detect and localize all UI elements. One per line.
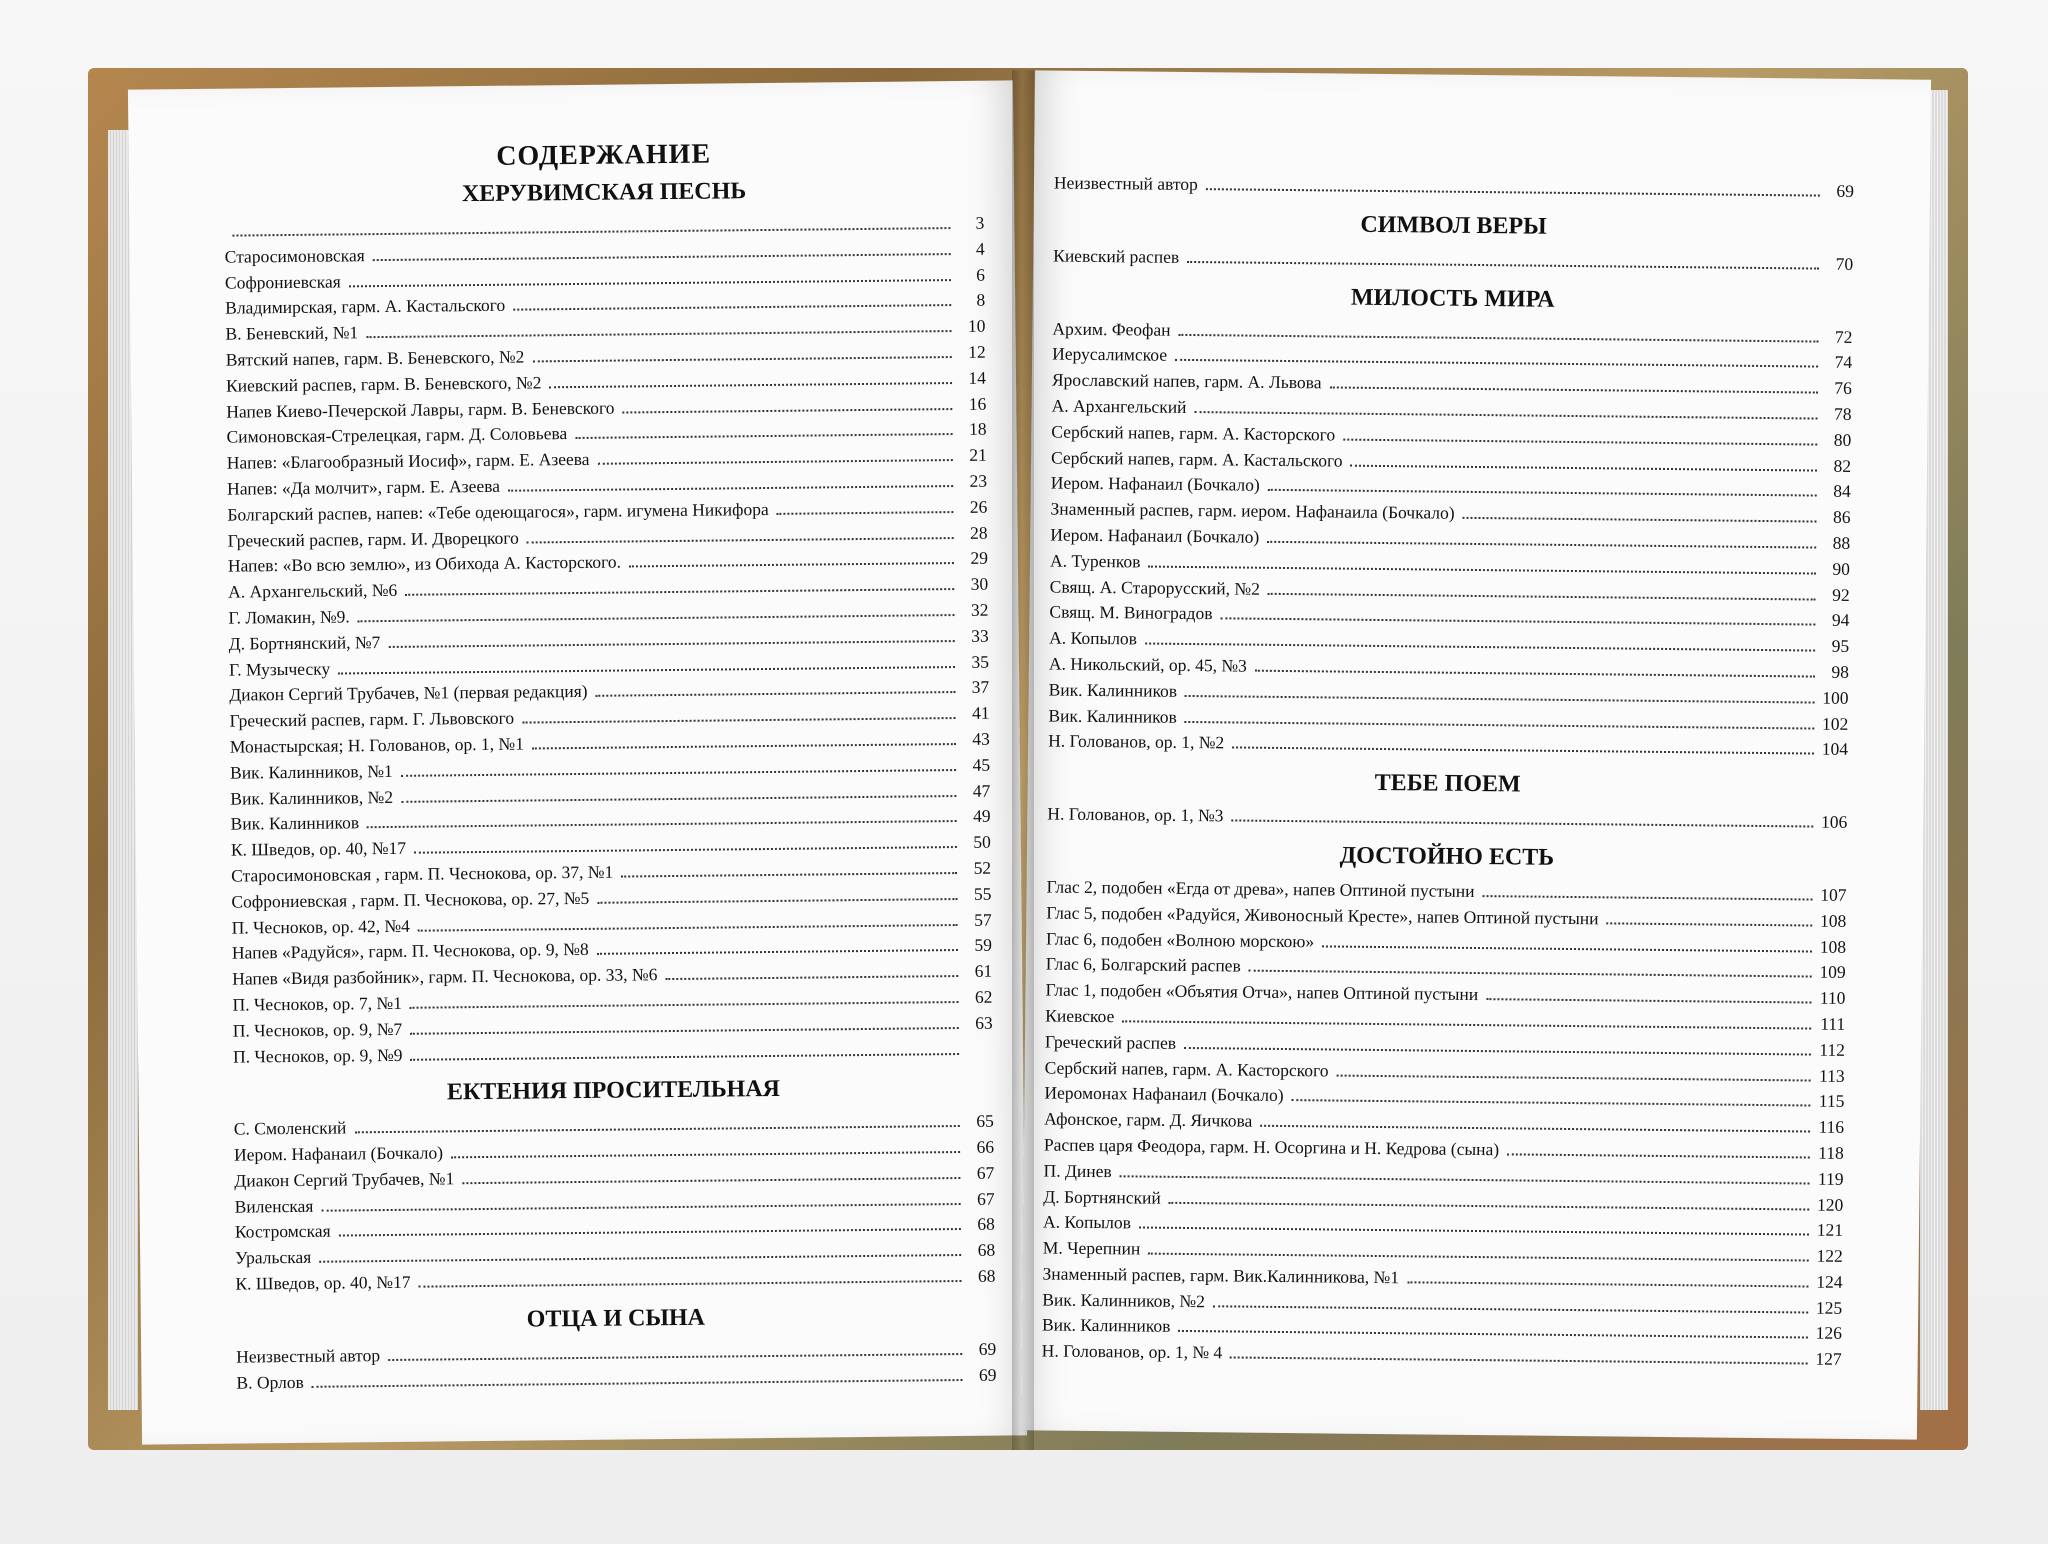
toc-entry-title: Н. Голованов, ор. 1, №2 — [1048, 730, 1225, 753]
dot-leader — [1350, 464, 1817, 471]
toc-page-number: 90 — [1832, 558, 1851, 579]
toc-section — [224, 176, 993, 1070]
dot-leader — [1231, 820, 1813, 828]
dot-leader — [549, 382, 952, 388]
toc-page-number: 57 — [974, 909, 992, 930]
dot-leader — [1206, 188, 1820, 196]
dot-leader — [410, 1001, 959, 1009]
dot-leader — [1463, 517, 1817, 523]
toc-entry-title: Киевское — [1045, 1005, 1115, 1027]
toc-entry-title: П. Чесноков, ор. 9, №7 — [232, 1018, 403, 1041]
toc-entry-title: Вик. Калинников — [1048, 705, 1177, 727]
toc-entry — [1053, 243, 1853, 277]
toc-page-number: 70 — [1835, 253, 1854, 274]
toc-page-number: 10 — [967, 315, 986, 337]
dot-leader — [411, 1053, 960, 1061]
dot-leader — [451, 1151, 960, 1158]
dot-leader — [1260, 1125, 1810, 1133]
toc-page-number: 18 — [968, 419, 987, 440]
dot-leader — [1255, 670, 1815, 678]
section-title: ТЕБЕ ПОЕМ — [1374, 770, 1521, 798]
toc-entry-title: Г. Ломакин, №9. — [228, 606, 350, 628]
dot-leader — [1187, 261, 1819, 270]
toc-entry-title: Монастырская; Н. Голованов, ор. 1, №1 — [229, 733, 524, 757]
dot-leader — [1175, 359, 1818, 368]
dot-leader — [1220, 618, 1815, 626]
toc-page-number: 74 — [1834, 352, 1853, 373]
toc-entry-title: Греческий распев, гарм. Г. Львовского — [229, 707, 515, 731]
section-title: ДОСТОЙНО ЕСТЬ — [1339, 842, 1555, 871]
dot-leader — [419, 1280, 962, 1288]
toc-page-number: 66 — [976, 1136, 995, 1157]
toc-entry-title: Напев: «Да молчит», гарм. Е. Азеева — [227, 475, 501, 499]
toc-entry-title: Глас 1, подобен «Объятия Отча», напев Оптиной пустыни — [1045, 979, 1479, 1005]
dot-leader — [1230, 1357, 1808, 1365]
toc-entry-title: Софрониевская , гарм. П. Чеснокова, ор. 27, №5 — [231, 887, 590, 912]
toc-page-number: 82 — [1833, 455, 1852, 476]
toc-page-number: 110 — [1819, 987, 1846, 1009]
toc-entry-title: С. Смоленский — [233, 1117, 347, 1139]
toc-entry-title: А. Копылов — [1049, 627, 1138, 649]
toc-entry-title: А. Архангельский, №6 — [228, 580, 398, 602]
toc-entry-title: Вятский напев, гарм. В. Беневского, №2 — [225, 346, 525, 370]
toc-entry-title: Напев «Радуйся», гарм. П. Чеснокова, ор. 9, №8 — [231, 939, 589, 963]
dot-leader — [1185, 720, 1815, 729]
toc-entry-title: Распев царя Феодора, гарм. Н. Осоргина и Н. Кедрова (сына) — [1043, 1134, 1500, 1160]
dot-leader — [777, 511, 954, 515]
toc-page-number: 127 — [1815, 1348, 1842, 1370]
section-title: МИЛОСТЬ МИРА — [1350, 284, 1555, 313]
toc-entry-title: Свящ. М. Виноградов — [1049, 601, 1213, 624]
toc-page-number: 21 — [969, 444, 987, 466]
toc-page-number: 65 — [976, 1110, 994, 1132]
toc-entry-title: Знаменный распев, гарм. иером. Нафанаила (Бочкало) — [1050, 498, 1455, 523]
toc-entry-title: Иеромонах Нафанаил (Бочкало) — [1044, 1082, 1284, 1106]
dot-leader — [1267, 541, 1816, 549]
toc-entry-title: Болгарский распев, напев: «Тебе одеющагося», гарм. игумена Никифора — [227, 498, 769, 525]
toc-entry-title: Свящ. А. Старорусский, №2 — [1049, 576, 1261, 599]
toc-page-number: 41 — [971, 702, 990, 724]
toc-page-number: 59 — [974, 934, 993, 956]
dot-leader — [527, 537, 954, 543]
dot-leader — [508, 485, 953, 492]
dot-leader — [1148, 1253, 1809, 1262]
toc-entry-title: Д. Бортнянский — [1043, 1185, 1161, 1208]
dot-leader — [1407, 1281, 1808, 1287]
toc-entry-title: Киевский распев — [1053, 245, 1180, 267]
toc-page-number: 104 — [1821, 738, 1849, 760]
toc-page-number: 26 — [969, 496, 988, 517]
dot-leader — [321, 1203, 960, 1212]
toc-page-number: 72 — [1834, 326, 1853, 347]
toc-entry-title: Иерусалимское — [1052, 343, 1168, 366]
dot-leader — [1249, 970, 1812, 978]
dot-leader — [418, 924, 958, 932]
toc-entry-title: Г. Музыческу — [228, 658, 331, 680]
dot-leader — [532, 743, 956, 749]
dot-leader — [1178, 1330, 1808, 1339]
toc-section — [1053, 208, 1854, 277]
toc-page-number: 112 — [1819, 1039, 1846, 1060]
dot-leader — [366, 330, 951, 338]
dot-leader — [1268, 489, 1817, 497]
toc-entry-title: Неизвестный автор — [236, 1344, 381, 1367]
toc-page-number: 109 — [1819, 961, 1846, 983]
toc-entry — [1047, 802, 1847, 836]
toc-page-number: 78 — [1833, 403, 1852, 424]
toc-entry-title: Киевский распев, гарм. В. Беневского, №2 — [225, 372, 542, 396]
toc-section — [1042, 839, 1847, 1372]
toc-page-number: 122 — [1816, 1245, 1843, 1266]
toc-entry-title: К. Шведов, ор. 40, №17 — [230, 837, 407, 860]
toc-page-number: 4 — [975, 238, 985, 259]
dot-leader — [401, 795, 956, 803]
toc-entry-title: Неизвестный автор — [1053, 172, 1198, 195]
toc-entry-title: Греческий распев, гарм. И. Дворецкого — [227, 527, 519, 551]
toc-entry-title: Сербский напев, гарм. А. Касторского — [1044, 1057, 1329, 1080]
toc-page-number: 23 — [969, 470, 988, 491]
toc-page-number: 92 — [1832, 584, 1850, 605]
toc-section — [1047, 767, 1848, 836]
dot-leader — [1232, 747, 1814, 755]
toc-entry-title: Уральская — [235, 1247, 312, 1268]
toc-entry-title: Сербский напев, гарм. А. Кастальского — [1050, 447, 1343, 471]
dot-leader — [1120, 1175, 1810, 1184]
dot-leader — [1122, 1020, 1811, 1029]
dot-leader — [354, 1125, 959, 1133]
dot-leader — [388, 1353, 962, 1361]
toc-page-number: 69 — [1836, 180, 1855, 201]
toc-page-number: 108 — [1819, 936, 1847, 957]
section-title: ХЕРУВИМСКАЯ ПЕСНЬ — [461, 178, 747, 208]
toc-entry-title: Симоновская-Стрелецкая, гарм. Д. Соловьева — [226, 423, 568, 448]
toc-page-number: 95 — [1831, 635, 1850, 657]
toc-entry-title: П. Динев — [1043, 1160, 1112, 1181]
toc-page-number: 45 — [972, 754, 991, 775]
dot-leader — [1185, 695, 1815, 704]
toc-page-number: 67 — [976, 1162, 995, 1183]
toc-page-number: 12 — [968, 341, 986, 362]
dot-leader — [1337, 1074, 1811, 1081]
toc-entry-title: Вик. Калинников — [1048, 679, 1178, 701]
toc-page-number: 125 — [1815, 1297, 1843, 1318]
toc-page-number: 8 — [976, 290, 986, 311]
toc-entry-title: Ярославский напев, гарм. А. Львова — [1051, 369, 1322, 393]
dot-leader — [1486, 998, 1811, 1003]
toc-entry-title: В. Беневский, №1 — [225, 322, 359, 344]
dot-leader — [1343, 438, 1817, 445]
toc-entry-title: Владимирская, гарм. А. Кастальского — [225, 295, 506, 319]
toc-entry-title: Иером. Нафанаил (Бочкало) — [1050, 524, 1260, 547]
toc-entry-title: Иером. Нафанаил (Бочкало) — [233, 1142, 444, 1165]
left-toc — [224, 176, 997, 1396]
dot-leader — [532, 356, 951, 362]
toc-page-number: 84 — [1833, 481, 1851, 502]
toc-entry-title: Глас 5, подобен «Радуйся, Живоносный Кресте», напев Оптиной пустыни — [1046, 902, 1599, 929]
toc-page-number: 102 — [1821, 713, 1849, 734]
toc-entry — [1054, 171, 1854, 205]
dot-leader — [596, 691, 956, 697]
section-title: ОТЦА И СЫНА — [526, 1304, 706, 1333]
toc-page-number: 47 — [972, 780, 991, 801]
right-page — [1021, 70, 1931, 1439]
toc-entry-title: Старосимоновская — [224, 244, 365, 267]
toc-page-number: 50 — [973, 831, 991, 852]
toc-page-number: 49 — [972, 806, 991, 827]
dot-leader — [414, 846, 957, 854]
dot-leader — [597, 898, 957, 904]
toc-entry-title: П. Чесноков, ор. 9, №9 — [232, 1044, 403, 1067]
toc-page-number: 63 — [975, 1012, 993, 1033]
toc-entry-title: Сербский напев, гарм. А. Касторского — [1051, 421, 1336, 445]
toc-page-number: 28 — [970, 522, 988, 543]
dot-leader — [1148, 565, 1816, 574]
toc-page-number: 108 — [1819, 910, 1847, 931]
toc-page-number: 32 — [970, 599, 989, 620]
dot-leader — [405, 588, 954, 596]
page-title: СОДЕРЖАНИЕ — [496, 138, 712, 172]
toc-entry-title: Напев «Видя разбойник», гарм. П. Чеснокова, ор. 33, №6 — [232, 964, 658, 989]
toc-section — [1048, 281, 1853, 763]
toc-page-number: 94 — [1831, 610, 1850, 631]
toc-page-number: 116 — [1818, 1116, 1845, 1137]
toc-entry-title: М. Черепнин — [1042, 1237, 1141, 1259]
dot-leader — [1292, 1099, 1811, 1106]
dot-leader — [623, 408, 953, 413]
toc-entry-title: Д. Бортнянский, №7 — [228, 631, 381, 654]
toc-page-number: 121 — [1816, 1219, 1844, 1241]
toc-entry-title: Диакон Сергий Трубачев, №1 — [234, 1168, 455, 1191]
toc-entry-title: К. Шведов, ор. 40, №17 — [235, 1271, 411, 1294]
dot-leader — [1169, 1201, 1810, 1210]
toc-entry-title: Виленская — [234, 1195, 314, 1217]
toc-page-number: 62 — [974, 986, 993, 1007]
dot-leader — [1322, 945, 1812, 952]
toc-entry-title: Н. Голованов, ор. 1, № 4 — [1041, 1340, 1223, 1363]
toc-entry-title: А. Архангельский — [1051, 395, 1187, 417]
toc-page-number: 69 — [978, 1338, 997, 1359]
toc-page-number: 80 — [1833, 429, 1852, 450]
toc-page-number: 69 — [978, 1364, 997, 1385]
dot-leader — [1179, 333, 1819, 342]
toc-entry-title: Костромская — [234, 1221, 331, 1243]
toc-page-number: 14 — [968, 367, 987, 388]
toc-page-number: 100 — [1822, 687, 1849, 708]
toc-page-number: 68 — [977, 1265, 996, 1286]
section-title: СИМВОЛ ВЕРЫ — [1360, 211, 1547, 240]
toc-entry-title: Вик. Калинников — [1041, 1314, 1171, 1337]
dot-leader — [1606, 922, 1812, 926]
toc-section — [236, 1302, 997, 1397]
dot-leader — [1194, 411, 1817, 420]
toc-entry-title: А. Копылов — [1042, 1211, 1132, 1233]
toc-entry-title: А. Никольский, ор. 45, №3 — [1048, 653, 1247, 676]
left-page — [128, 80, 1027, 1444]
toc-page-number: 120 — [1816, 1194, 1844, 1215]
toc-page-number: 55 — [973, 883, 992, 904]
toc-entry-title: Диакон Сергий Трубачев, №1 (первая редакция) — [229, 681, 588, 705]
dot-leader — [388, 640, 954, 648]
toc-page-number: 88 — [1832, 532, 1851, 553]
toc-page-number: 30 — [970, 573, 989, 595]
toc-entry-title: Вик. Калинников — [230, 812, 360, 834]
toc-page-number: 43 — [972, 728, 990, 749]
toc-entry-title: Вик. Калинников, №2 — [1042, 1289, 1206, 1311]
toc-entry-title: Архим. Феофан — [1052, 318, 1171, 340]
right-toc — [1042, 171, 1854, 1373]
toc-page-number: 98 — [1831, 661, 1849, 682]
dot-leader — [401, 769, 956, 777]
toc-entry-title: Афонское, гарм. Д. Яичкова — [1044, 1108, 1253, 1131]
right-page-content — [1041, 171, 1854, 1385]
toc-entry-title: Иером. Нафанаил (Бочкало) — [1050, 472, 1260, 496]
dot-leader — [349, 279, 951, 287]
dot-leader — [621, 872, 957, 878]
toc-page-number: 113 — [1818, 1065, 1845, 1086]
dot-leader — [1184, 1047, 1811, 1056]
toc-page-number: 119 — [1817, 1168, 1844, 1189]
toc-page-number: 76 — [1834, 377, 1852, 399]
toc-entry-title: П. Чесноков, ор. 42, №4 — [231, 915, 410, 938]
toc-entry-title: Знаменный распев, гарм. Вик.Калинникова, №1 — [1042, 1263, 1400, 1288]
toc-page-number: 52 — [973, 857, 992, 878]
dot-leader — [1145, 643, 1815, 652]
toc-page-number: 107 — [1820, 884, 1847, 905]
toc-entry-title: Глас 6, Болгарский распев — [1045, 953, 1241, 976]
toc-entry-title: Глас 6, подобен «Волною морскою» — [1045, 928, 1315, 951]
toc-page-number: 35 — [971, 651, 990, 672]
dot-leader — [410, 1027, 959, 1035]
toc-page-number: 37 — [971, 677, 990, 698]
dot-leader — [462, 1177, 960, 1184]
toc-page-number: 86 — [1832, 506, 1851, 528]
dot-leader — [319, 1254, 961, 1263]
toc-page-number: 33 — [971, 625, 989, 646]
section-title: ЕКТЕНИЯ ПРОСИТЕЛЬНАЯ — [446, 1076, 781, 1106]
left-page-content — [224, 136, 997, 1408]
toc-page-number: 118 — [1818, 1142, 1844, 1163]
toc-section — [233, 1074, 995, 1298]
toc-entry-title: А. Туренков — [1049, 550, 1141, 572]
toc-entry-title: Напев: «Благообразный Иосиф», гарм. Е. Азеева — [226, 449, 590, 473]
toc-entry-title: Напев: «Во всю землю», из Обихода А. Касторского. — [227, 551, 622, 577]
dot-leader — [513, 304, 951, 311]
toc-page-number: 16 — [968, 393, 987, 414]
toc-page-number: 124 — [1816, 1271, 1843, 1292]
dot-leader — [597, 949, 958, 955]
toc-entry-title: Вик. Калинников, №2 — [230, 786, 394, 809]
toc-page-number: 6 — [976, 264, 986, 285]
dot-leader — [1139, 1227, 1809, 1236]
toc-section — [1054, 171, 1854, 205]
toc-page-number: 126 — [1815, 1323, 1843, 1344]
toc-page-number: 106 — [1820, 811, 1848, 833]
dot-leader — [1507, 1153, 1810, 1158]
toc-entry-title: Напев Киево-Печерской Лавры, гарм. В. Беневского — [226, 397, 615, 422]
dot-leader — [598, 459, 953, 465]
toc-entry-title: Греческий распев — [1044, 1031, 1177, 1053]
toc-page-number: 61 — [974, 960, 993, 981]
dot-leader — [629, 562, 954, 567]
dot-leader — [1213, 1305, 1808, 1313]
dot-leader — [339, 1228, 961, 1237]
toc-page-number: 29 — [970, 548, 988, 569]
toc-entry-title: Софрониевская — [224, 271, 341, 293]
dot-leader — [522, 717, 955, 724]
dot-leader — [373, 253, 951, 261]
toc-page-number: 115 — [1818, 1090, 1845, 1112]
toc-page-number: 68 — [977, 1214, 995, 1235]
toc-entry-title: П. Чесноков, ор. 7, №1 — [232, 992, 403, 1015]
dot-leader — [1268, 592, 1816, 600]
dot-leader — [367, 820, 957, 828]
dot-leader — [665, 975, 958, 980]
dot-leader — [1483, 895, 1813, 900]
toc-entry-title: В. Орлов — [236, 1371, 304, 1393]
dot-leader — [1329, 387, 1817, 394]
toc-page-number: 111 — [1820, 1013, 1846, 1034]
toc-entry-title: Глас 2, подобен «Егда от древа», напев Оптиной пустыни — [1046, 876, 1475, 901]
toc-entry-title: Вик. Калинников, №1 — [229, 760, 393, 783]
toc-entry-title: Старосимоновская , гарм. П. Чеснокова, ор. 37, №1 — [231, 861, 614, 886]
toc-page-number: 67 — [976, 1188, 995, 1209]
toc-entry-title: Н. Голованов, ор. 1, №3 — [1047, 803, 1224, 826]
book-gutter — [1012, 70, 1034, 1450]
dot-leader — [575, 433, 952, 439]
dot-leader — [232, 227, 950, 237]
toc-page-number: 3 — [975, 212, 985, 233]
dot-leader — [338, 666, 955, 674]
toc-page-number: 68 — [977, 1239, 996, 1261]
dot-leader — [358, 614, 955, 622]
dot-leader — [312, 1379, 963, 1388]
